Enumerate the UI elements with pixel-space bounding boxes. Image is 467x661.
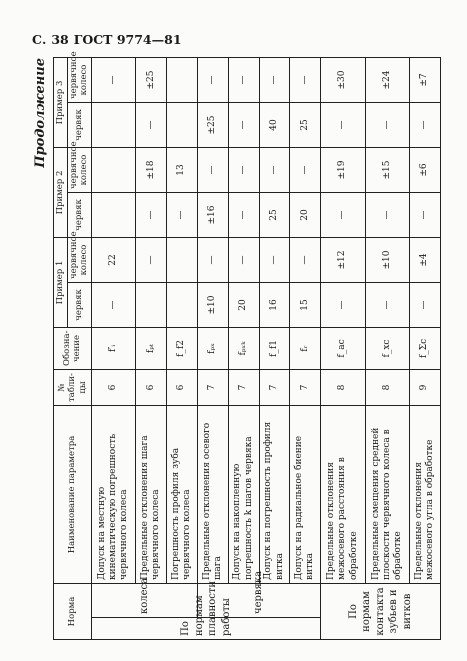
col-ex1-worm: червяк (67, 283, 91, 328)
ex1-worm-value (136, 283, 167, 328)
ex3-wheel-value: ±7 (410, 58, 441, 103)
col-ex3: Пример 3 (54, 58, 68, 148)
col-symbol: Обозна-чение (54, 328, 92, 370)
ex2-worm-value: — (136, 193, 167, 238)
ex2-worm-value: — (321, 193, 365, 238)
ex1-worm-value: — (365, 283, 409, 328)
ex3-worm-value (167, 103, 198, 148)
table-row (290, 58, 321, 640)
ex1-worm-value: — (321, 283, 365, 328)
ex2-worm-value: 20 (290, 193, 321, 238)
ex1-worm-value: ±10 (197, 283, 228, 328)
ex3-worm-value: — (136, 103, 167, 148)
ex1-worm-value: — (410, 283, 441, 328)
ex1-wheel-value: — (136, 238, 167, 283)
col-ex3-wheel: червячное колесо (67, 58, 91, 103)
ex3-wheel-value: ±24 (365, 58, 409, 103)
subgroup-worm: червяка (197, 584, 320, 618)
table-row (259, 58, 290, 640)
ex1-worm-value: 16 (259, 283, 290, 328)
col-ex1: Пример 1 (54, 238, 68, 328)
ex2-wheel-value: — (290, 148, 321, 193)
table-number: 8 (365, 370, 409, 406)
ex2-wheel-value (91, 148, 135, 193)
ex1-wheel-value: ±4 (410, 238, 441, 283)
subgroup-wheel: колеса (91, 584, 197, 618)
ex3-worm-value (91, 103, 135, 148)
ex1-worm-value (167, 283, 198, 328)
table-number: 7 (259, 370, 290, 406)
parameter-name: Предельные смещения средней плоскости червячного колеса в обработке (365, 406, 409, 584)
symbol: fᵣ (290, 328, 321, 370)
ex3-worm-value: — (228, 103, 259, 148)
ex3-wheel-value: — (290, 58, 321, 103)
table-row (365, 58, 409, 640)
table-number: 8 (321, 370, 365, 406)
ex1-wheel-value: — (259, 238, 290, 283)
tolerance-table (53, 51, 441, 640)
table-number: 6 (91, 370, 135, 406)
ex1-wheel-value: ±12 (321, 238, 365, 283)
ex3-wheel-value: — (259, 58, 290, 103)
ex2-wheel-value: ±15 (365, 148, 409, 193)
table-row (136, 58, 167, 640)
symbol: fₚₓ (197, 328, 228, 370)
ex2-wheel-value: 13 (167, 148, 198, 193)
table-row (410, 58, 441, 640)
ex1-wheel-value: 22 (91, 238, 135, 283)
col-ex2-wheel: червячное колесо (67, 148, 91, 193)
ex1-wheel-value: — (197, 238, 228, 283)
table-row (167, 58, 198, 640)
group-smooth: По нормам плавности работы (91, 618, 320, 640)
ex2-worm-value: 25 (259, 193, 290, 238)
col-name: Наименование параметра (54, 406, 92, 584)
document-icon: С. (32, 32, 47, 47)
ex2-worm-value: ±16 (197, 193, 228, 238)
ex3-wheel-value (167, 58, 198, 103)
parameter-name: Допуск на радиальное биение витка (290, 406, 321, 584)
symbol: f_f2 (167, 328, 198, 370)
ex1-worm-value: — (91, 283, 135, 328)
ex1-wheel-value (167, 238, 198, 283)
ex3-worm-value: — (365, 103, 409, 148)
page-number: 38 (51, 32, 69, 47)
parameter-name: Погрешность профиля зуба червячного колеса (167, 406, 198, 584)
ex2-worm-value: — (410, 193, 441, 238)
ex2-wheel-value: ±18 (136, 148, 167, 193)
table-number: 7 (290, 370, 321, 406)
ex2-worm-value: — (228, 193, 259, 238)
rotated-content (33, 51, 441, 640)
table-row (91, 58, 135, 640)
symbol: f_f1 (259, 328, 290, 370)
parameter-name: Предельные отклонения межосевого расстояния в обработке (321, 406, 365, 584)
table-number: 7 (228, 370, 259, 406)
ex2-worm-value: — (167, 193, 198, 238)
parameter-name: Предельные отклонения осевого шага (197, 406, 228, 584)
col-ex2-worm: червяк (67, 193, 91, 238)
parameter-name: Предельные отклонения шага червячного колеса (136, 406, 167, 584)
ex2-worm-value (91, 193, 135, 238)
ex1-worm-value: 20 (228, 283, 259, 328)
col-norm: Норма (54, 584, 92, 640)
symbol: f_xc (365, 328, 409, 370)
ex3-wheel-value: — (91, 58, 135, 103)
table-number: 6 (167, 370, 198, 406)
group-contact: По нормам контакта зубьев и витков (321, 584, 441, 640)
symbol: f′ᵢ (91, 328, 135, 370)
ex2-wheel-value: ±19 (321, 148, 365, 193)
table-row (321, 58, 365, 640)
ex1-wheel-value: ±10 (365, 238, 409, 283)
col-table: № табли-цы (54, 370, 92, 406)
col-ex3-worm: червяк (67, 103, 91, 148)
col-ex1-wheel: червячное колесо (67, 238, 91, 283)
ex3-worm-value: ±25 (197, 103, 228, 148)
ex1-wheel-value: — (290, 238, 321, 283)
table-row (197, 58, 228, 640)
continuation-label: Продолжение (33, 58, 48, 168)
ex3-wheel-value: ±25 (136, 58, 167, 103)
symbol: fₚₓₖ (228, 328, 259, 370)
ex3-wheel-value: — (197, 58, 228, 103)
standard-title: ГОСТ 9774—81 (73, 32, 182, 47)
col-ex2: Пример 2 (54, 148, 68, 238)
symbol: fₚₜ (136, 328, 167, 370)
table-number: 9 (410, 370, 441, 406)
ex3-worm-value: — (410, 103, 441, 148)
parameter-name: Допуск на накопленную погрешность k шагов червяка (228, 406, 259, 584)
table-row (228, 58, 259, 640)
ex3-worm-value: 40 (259, 103, 290, 148)
ex2-wheel-value: ±6 (410, 148, 441, 193)
table-number: 7 (197, 370, 228, 406)
parameter-name: Предельные отклонения межосевого угла в обработке (410, 406, 441, 584)
ex2-wheel-value: — (259, 148, 290, 193)
ex1-worm-value: 15 (290, 283, 321, 328)
ex2-wheel-value: — (197, 148, 228, 193)
symbol: f_ac (321, 328, 365, 370)
ex3-wheel-value: ±30 (321, 58, 365, 103)
ex3-worm-value: 25 (290, 103, 321, 148)
ex3-worm-value: — (321, 103, 365, 148)
symbol: f_Σc (410, 328, 441, 370)
ex1-wheel-value: — (228, 238, 259, 283)
ex2-wheel-value: — (228, 148, 259, 193)
table-number: 6 (136, 370, 167, 406)
parameter-name: Допуск на местную кинематическую погрешность червячного колеса (91, 406, 135, 584)
header-row-1 (54, 58, 68, 640)
ex3-wheel-value: — (228, 58, 259, 103)
ex2-worm-value: — (365, 193, 409, 238)
parameter-name: Допуск на погрешность профиля витка (259, 406, 290, 584)
